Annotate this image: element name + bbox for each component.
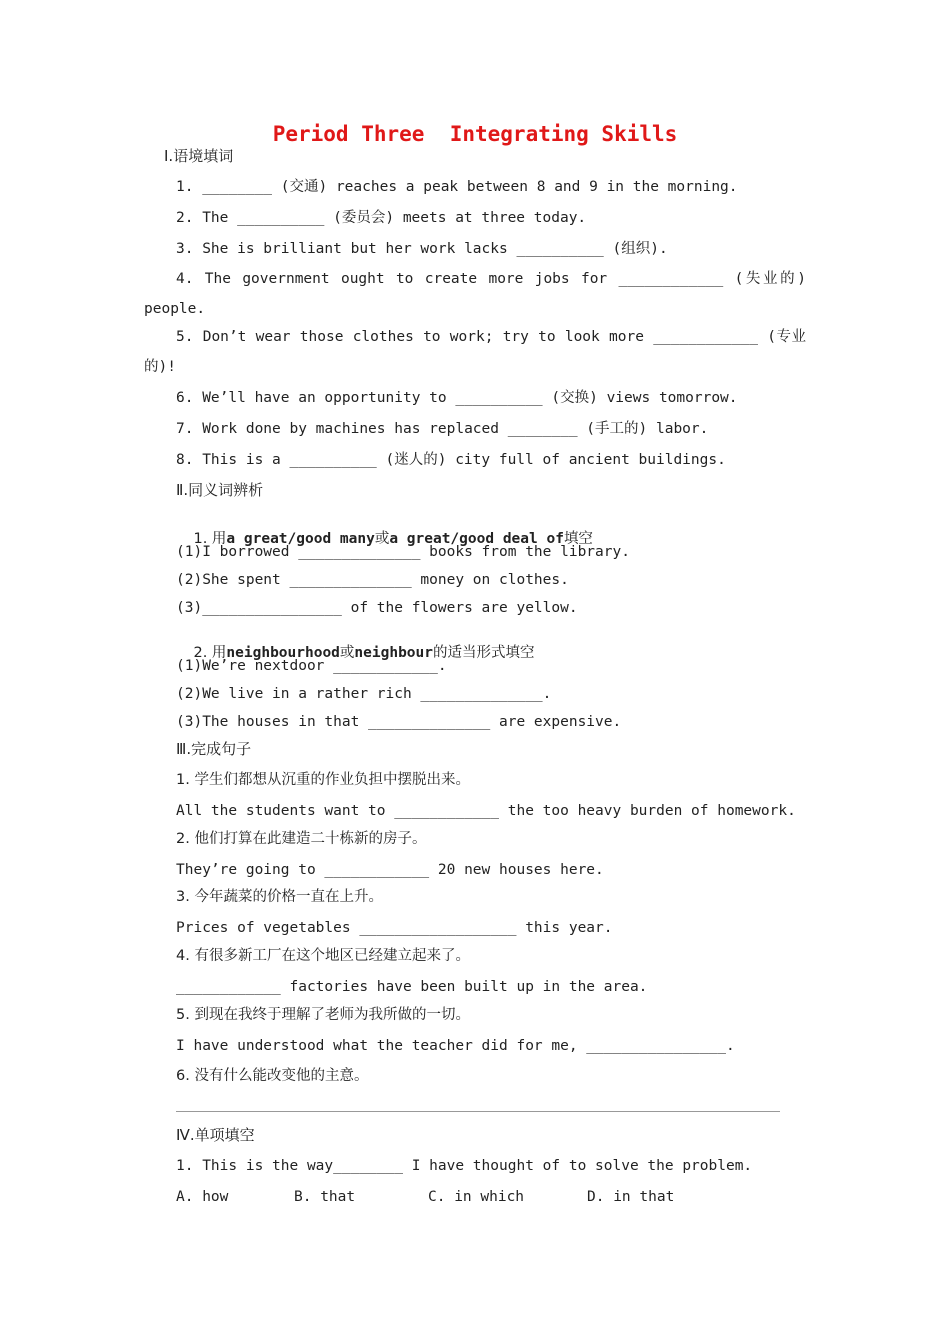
- s1-item-4-cont: people.: [144, 301, 206, 317]
- s4-option-b: B. that: [294, 1189, 356, 1205]
- s2-q1-mid: 或: [374, 531, 390, 547]
- s1-item-4: 4. The government ought to create more jobs for ____________ (失业的): [176, 271, 806, 287]
- s3-item-3-en: Prices of vegetables __________________ this year.: [176, 920, 613, 936]
- s2-q1-prefix: 1. 用: [193, 531, 227, 547]
- s3-item-1-cn: 1. 学生们都想从沉重的作业负担中摆脱出来。: [176, 772, 470, 788]
- s2-q1-term1: a great/good many: [226, 531, 375, 547]
- section-1-heading: Ⅰ.语境填词: [164, 147, 234, 165]
- s3-item-2-en: They’re going to ____________ 20 new houses here.: [176, 862, 604, 878]
- s3-item-5-cn: 5. 到现在我终于理解了老师为我所做的一切。: [176, 1007, 470, 1023]
- s4-q1: 1. This is the way________ I have thought of to solve the problem.: [176, 1158, 753, 1174]
- s1-item-5: 5. Don’t wear those clothes to work; try to look more ____________ (专业: [176, 329, 806, 345]
- section-3-heading: Ⅲ.完成句子: [176, 740, 252, 758]
- s2-q2-prefix: 2. 用: [193, 645, 227, 661]
- s3-item-1-en: All the students want to ____________ the too heavy burden of homework.: [176, 803, 796, 819]
- s1-item-3: 3. She is brilliant but her work lacks __________ (组织).: [176, 241, 668, 257]
- s2-q2-item-3: (3)The houses in that ______________ are expensive.: [176, 714, 622, 730]
- s1-item-7: 7. Work done by machines has replaced ________ (手工的) labor.: [176, 421, 709, 437]
- s3-item-4-en: ____________ factories have been built up in the area.: [176, 979, 648, 995]
- s2-q2-suffix: 的适当形式填空: [433, 645, 535, 661]
- s2-q1-item-2: (2)She spent ______________ money on clothes.: [176, 572, 569, 588]
- answer-line: [176, 1111, 780, 1112]
- s3-item-3-cn: 3. 今年蔬菜的价格一直在上升。: [176, 889, 383, 905]
- section-2-heading: Ⅱ.同义词辨析: [176, 481, 264, 499]
- s2-q1-suffix: 填空: [563, 531, 593, 547]
- s1-item-6: 6. We’ll have an opportunity to __________ (交换) views tomorrow.: [176, 390, 738, 406]
- s4-option-d: D. in that: [587, 1189, 675, 1205]
- s3-item-6-cn: 6. 没有什么能改变他的主意。: [176, 1068, 369, 1084]
- s2-q1-term2: a great/good deal of: [389, 531, 564, 547]
- s2-q2-item-1: (1)We’re nextdoor ____________.: [176, 658, 447, 674]
- s3-item-2-cn: 2. 他们打算在此建造二十栋新的房子。: [176, 831, 427, 847]
- section-4-heading: Ⅳ.单项填空: [176, 1126, 255, 1144]
- s3-item-5-en: I have understood what the teacher did for me, ________________.: [176, 1038, 735, 1054]
- s4-option-a: A. how: [176, 1189, 229, 1205]
- s4-option-c: C. in which: [428, 1189, 525, 1205]
- s2-q1-item-3: (3)________________ of the flowers are yellow.: [176, 600, 578, 616]
- s2-q2-mid: 或: [339, 645, 355, 661]
- s2-q2-term2: neighbour: [354, 645, 433, 661]
- s3-item-4-cn: 4. 有很多新工厂在这个地区已经建立起来了。: [176, 948, 470, 964]
- s2-q2-term1: neighbourhood: [226, 645, 340, 661]
- page-title: Period Three Integrating Skills: [272, 122, 678, 146]
- s2-q1-item-1: (1)I borrowed ______________ books from the library.: [176, 544, 630, 560]
- s1-item-5-cont: 的)!: [144, 359, 176, 375]
- s1-item-2: 2. The __________ (委员会) meets at three today.: [176, 210, 587, 226]
- s1-item-8: 8. This is a __________ (迷人的) city full of ancient buildings.: [176, 452, 726, 468]
- s2-q2-item-2: (2)We live in a rather rich ______________.: [176, 686, 552, 702]
- s1-item-1: 1. ________ (交通) reaches a peak between 8 and 9 in the morning.: [176, 179, 738, 195]
